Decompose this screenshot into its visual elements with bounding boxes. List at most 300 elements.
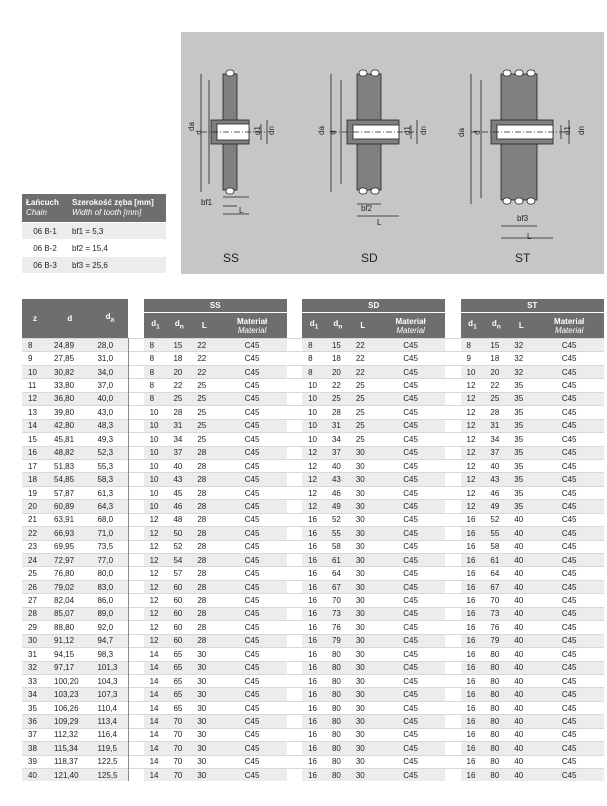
gap-cell: [128, 674, 143, 687]
group-sd: SD: [302, 299, 445, 313]
ss-l-cell: 25: [191, 433, 217, 446]
da-cell: 48,3: [91, 419, 128, 432]
z-cell: 32: [22, 661, 48, 674]
sd-dn-cell: 28: [326, 406, 350, 419]
da-cell: 40,0: [91, 392, 128, 405]
gap-cell: [445, 701, 460, 714]
sd-dn-cell: 18: [326, 352, 350, 365]
ss-d1-cell: 12: [144, 527, 168, 540]
sd-d-label: d: [328, 130, 338, 135]
st-col-d1: [461, 313, 485, 339]
st-material-cell: C45: [534, 728, 604, 741]
ss-material-cell: C45: [217, 406, 287, 419]
col-da: [91, 299, 128, 339]
d-cell: 66,93: [48, 527, 91, 540]
table-row: [22, 352, 604, 365]
ss-col-material: [217, 313, 287, 339]
d-cell: 121,40: [48, 769, 91, 782]
sd-l-cell: 30: [350, 500, 376, 513]
st-d1-cell: 8: [461, 339, 485, 352]
sd-l-cell: 30: [350, 674, 376, 687]
sd-dn-cell: 64: [326, 567, 350, 580]
sd-dn-cell: 58: [326, 540, 350, 553]
ss-d1-cell: 8: [144, 352, 168, 365]
sd-d1-cell: 12: [302, 473, 326, 486]
sd-l-cell: 22: [350, 352, 376, 365]
ss-d1-cell: 14: [144, 701, 168, 714]
st-d1-cell: 12: [461, 473, 485, 486]
gap-cell: [445, 769, 460, 782]
st-l-cell: 40: [508, 594, 534, 607]
sd-d1-cell: 8: [302, 352, 326, 365]
ss-dn-cell: 34: [167, 433, 191, 446]
gap-cell: [128, 459, 143, 472]
d-cell: 103,23: [48, 688, 91, 701]
sd-l-cell: 30: [350, 648, 376, 661]
st-l-cell: 35: [508, 459, 534, 472]
table-row: [22, 701, 604, 714]
gap-cell: [287, 742, 302, 755]
gap-cell: [128, 634, 143, 647]
st-d1-cell: 12: [461, 392, 485, 405]
ss-material-cell: C45: [217, 621, 287, 634]
st-material-cell: C45: [534, 621, 604, 634]
ss-d1-main: d: [151, 319, 157, 329]
gap-cell: [287, 580, 302, 593]
chain-header-en: Chain: [26, 208, 47, 217]
ss-d1-cell: 14: [144, 688, 168, 701]
gap-cell: [128, 513, 143, 526]
d-cell: 42,80: [48, 419, 91, 432]
gap-cell: [287, 634, 302, 647]
ss-d1-cell: 14: [144, 661, 168, 674]
table-row: [22, 419, 604, 432]
sd-material-cell: C45: [376, 446, 445, 459]
z-cell: 35: [22, 701, 48, 714]
gap-cell: [445, 567, 460, 580]
sd-dn-cell: 80: [326, 769, 350, 782]
sd-d1-cell: 16: [302, 634, 326, 647]
ss-material-cell: C45: [217, 742, 287, 755]
sd-dn-cell: 25: [326, 392, 350, 405]
st-l-cell: 40: [508, 634, 534, 647]
z-cell: 9: [22, 352, 48, 365]
sd-bf2-label: bf2: [361, 204, 373, 213]
gap-cell: [128, 392, 143, 405]
sd-dn-cell: 80: [326, 715, 350, 728]
sd-material-cell: C45: [376, 715, 445, 728]
sd-dn-cell: 46: [326, 486, 350, 499]
ss-d1-cell: 14: [144, 755, 168, 768]
st-l-cell: 40: [508, 607, 534, 620]
ss-bf1-label: bf1: [201, 198, 213, 207]
ss-l-cell: 28: [191, 500, 217, 513]
st-material-cell: C45: [534, 352, 604, 365]
st-l-cell: 40: [508, 661, 534, 674]
st-d1-cell: 16: [461, 648, 485, 661]
gap-cell: [445, 379, 460, 392]
sd-l-cell: 30: [350, 755, 376, 768]
ss-drawing: [201, 70, 267, 214]
ss-material-cell: C45: [217, 392, 287, 405]
sd-dn-cell: 49: [326, 500, 350, 513]
d-cell: 30,82: [48, 365, 91, 378]
ss-material-cell: C45: [217, 473, 287, 486]
sd-dn-label: dn: [418, 126, 428, 135]
ss-mat-en: Material: [237, 325, 267, 335]
st-dn-cell: 80: [484, 648, 508, 661]
st-l-cell: 40: [508, 648, 534, 661]
st-dn-cell: 49: [484, 500, 508, 513]
tooth-header-en: Width of tooth [mm]: [72, 208, 142, 217]
ss-l-cell: 30: [191, 661, 217, 674]
sd-material-cell: C45: [376, 392, 445, 405]
da-cell: 86,0: [91, 594, 128, 607]
sd-l-cell: 30: [350, 527, 376, 540]
z-cell: 13: [22, 406, 48, 419]
sd-dn-cell: 80: [326, 661, 350, 674]
sd-d1-cell: 12: [302, 500, 326, 513]
gap-cell: [128, 580, 143, 593]
group-ss: SS: [144, 299, 287, 313]
gap-cell: [445, 339, 460, 352]
z-cell: 33: [22, 674, 48, 687]
ss-dn-cell: 37: [167, 446, 191, 459]
gap-cell: [445, 527, 460, 540]
ss-material-cell: C45: [217, 500, 287, 513]
da-cell: 101,3: [91, 661, 128, 674]
gap-cell: [128, 540, 143, 553]
ss-d1-cell: 10: [144, 406, 168, 419]
sd-l-cell: 25: [350, 392, 376, 405]
gap-cell: [287, 513, 302, 526]
sd-dn-cell: 80: [326, 701, 350, 714]
gap-cell: [445, 688, 460, 701]
sd-d1-cell: 10: [302, 392, 326, 405]
ss-l-cell: 30: [191, 648, 217, 661]
st-material-cell: C45: [534, 540, 604, 553]
ss-material-cell: C45: [217, 352, 287, 365]
sd-d1-cell: 8: [302, 365, 326, 378]
st-material-cell: C45: [534, 459, 604, 472]
sd-dn-cell: 40: [326, 459, 350, 472]
group-st: ST: [461, 299, 604, 313]
ss-d1-cell: 10: [144, 500, 168, 513]
st-dn-cell: 18: [484, 352, 508, 365]
ss-d1-cell: 12: [144, 567, 168, 580]
sd-d1-cell: 16: [302, 527, 326, 540]
da-cell: 122,5: [91, 755, 128, 768]
st-dn-cell: 37: [484, 446, 508, 459]
z-cell: 16: [22, 446, 48, 459]
ss-material-cell: C45: [217, 607, 287, 620]
ss-d1-cell: 12: [144, 607, 168, 620]
st-l-cell: 35: [508, 486, 534, 499]
sd-d1-cell: 16: [302, 769, 326, 782]
sd-dn-main: d: [333, 319, 339, 329]
ss-dn-cell: 31: [167, 419, 191, 432]
ss-l-label: L: [239, 206, 244, 215]
ss-dn-cell: 22: [167, 379, 191, 392]
d-cell: 97,17: [48, 661, 91, 674]
gap-cell: [445, 621, 460, 634]
st-material-cell: C45: [534, 634, 604, 647]
ss-dn-label: dn: [266, 126, 276, 135]
sd-l-cell: 30: [350, 701, 376, 714]
da-cell: 55,3: [91, 459, 128, 472]
st-dn-cell: 31: [484, 419, 508, 432]
gap-cell: [445, 459, 460, 472]
table-row: [22, 769, 604, 782]
gap-cell: [287, 594, 302, 607]
ss-l-cell: 25: [191, 419, 217, 432]
ss-material-cell: C45: [217, 540, 287, 553]
st-d1-cell: 16: [461, 513, 485, 526]
st-d1-main: d: [468, 319, 474, 329]
d-cell: 51,83: [48, 459, 91, 472]
st-d1-cell: 10: [461, 365, 485, 378]
ss-dn-cell: 48: [167, 513, 191, 526]
ss-d1-cell: 12: [144, 621, 168, 634]
z-cell: 36: [22, 715, 48, 728]
gap-cell: [445, 540, 460, 553]
sd-dn-cell: 15: [326, 339, 350, 352]
sd-l-cell: 30: [350, 486, 376, 499]
gap-cell: [287, 648, 302, 661]
st-l-cell: 35: [508, 392, 534, 405]
st-l-cell: 40: [508, 540, 534, 553]
ss-l-cell: 28: [191, 513, 217, 526]
ss-d1-cell: 10: [144, 473, 168, 486]
sd-l-cell: 30: [350, 567, 376, 580]
sd-dn-cell: 80: [326, 728, 350, 741]
sd-d1-cell: 16: [302, 594, 326, 607]
ss-l-cell: 28: [191, 594, 217, 607]
sd-drawing: [328, 70, 417, 216]
sd-d1-cell: 12: [302, 446, 326, 459]
st-dn-cell: 67: [484, 580, 508, 593]
ss-material-cell: C45: [217, 419, 287, 432]
table-row: [22, 446, 604, 459]
sd-l-cell: 30: [350, 459, 376, 472]
z-cell: 20: [22, 500, 48, 513]
sd-dn-cell: 80: [326, 688, 350, 701]
gap-cell: [287, 365, 302, 378]
st-d1-cell: 16: [461, 621, 485, 634]
chain-row: [22, 223, 166, 240]
gap-cell: [128, 339, 143, 352]
ss-l-cell: 28: [191, 554, 217, 567]
st-dn-cell: 25: [484, 392, 508, 405]
ss-l-cell: 30: [191, 742, 217, 755]
ss-d-label: d: [194, 130, 204, 135]
table-row: [22, 728, 604, 741]
sd-d1-cell: 16: [302, 580, 326, 593]
da-cell: 37,0: [91, 379, 128, 392]
sd-mat-pl: Materiał: [395, 316, 426, 326]
z-cell: 26: [22, 580, 48, 593]
st-l-cell: 40: [508, 567, 534, 580]
z-cell: 30: [22, 634, 48, 647]
gap-cell: [445, 513, 460, 526]
table-row: [22, 365, 604, 378]
ss-material-cell: C45: [217, 661, 287, 674]
ss-dn-cell: 60: [167, 607, 191, 620]
sd-l-cell: 22: [350, 365, 376, 378]
ss-label: SS: [223, 251, 240, 265]
st-dn-cell: 22: [484, 379, 508, 392]
gap-cell: [445, 446, 460, 459]
z-cell: 14: [22, 419, 48, 432]
ss-dn-cell: 54: [167, 554, 191, 567]
st-dn-cell: 55: [484, 527, 508, 540]
d-cell: 60,89: [48, 500, 91, 513]
sd-l-cell: 30: [350, 769, 376, 782]
st-l-cell: 40: [508, 621, 534, 634]
gap-cell: [445, 661, 460, 674]
ss-dn-cell: 60: [167, 634, 191, 647]
sd-dn-cell: 80: [326, 742, 350, 755]
ss-material-cell: C45: [217, 580, 287, 593]
gap-cell: [445, 755, 460, 768]
col-gap: [287, 299, 302, 339]
gap-cell: [128, 661, 143, 674]
st-l-cell: 40: [508, 688, 534, 701]
ss-material-cell: C45: [217, 648, 287, 661]
gap-cell: [287, 527, 302, 540]
d-cell: 100,20: [48, 674, 91, 687]
ss-l-cell: 28: [191, 473, 217, 486]
chain-table-header: [22, 194, 166, 223]
st-d1-cell: 12: [461, 419, 485, 432]
st-d1-cell: 16: [461, 540, 485, 553]
sd-l-cell: 30: [350, 540, 376, 553]
sprocket-drawings: [181, 32, 604, 274]
sd-material-cell: C45: [376, 621, 445, 634]
gap-cell: [128, 500, 143, 513]
sd-d1-cell: 16: [302, 688, 326, 701]
gap-cell: [445, 742, 460, 755]
st-material-cell: C45: [534, 701, 604, 714]
ss-material-cell: C45: [217, 446, 287, 459]
ss-dn-cell: 65: [167, 701, 191, 714]
ss-material-cell: C45: [217, 554, 287, 567]
sprocket-drawings-panel: [181, 32, 604, 274]
sd-dn-cell: 61: [326, 554, 350, 567]
tooth-header-pl: Szerokość zęba [mm]: [72, 198, 154, 207]
gap-cell: [128, 648, 143, 661]
sd-d1-cell: 16: [302, 701, 326, 714]
d-cell: 36,80: [48, 392, 91, 405]
ss-dn-cell: 70: [167, 742, 191, 755]
col-gap: [445, 299, 460, 339]
ss-dn-cell: 18: [167, 352, 191, 365]
ss-d1-cell: 12: [144, 580, 168, 593]
st-d1-cell: 12: [461, 446, 485, 459]
st-d1-cell: 9: [461, 352, 485, 365]
ss-dn-cell: 65: [167, 674, 191, 687]
st-drawing: [471, 70, 569, 238]
st-material-cell: C45: [534, 419, 604, 432]
sd-l-cell: 30: [350, 728, 376, 741]
sd-col-material: [376, 313, 445, 339]
da-cell: 116,4: [91, 728, 128, 741]
gap-cell: [128, 567, 143, 580]
ss-dn-cell: 60: [167, 621, 191, 634]
gap-cell: [287, 688, 302, 701]
ss-dn-cell: 40: [167, 459, 191, 472]
z-cell: 23: [22, 540, 48, 553]
sd-d1-cell: 16: [302, 540, 326, 553]
st-label: ST: [515, 251, 531, 265]
sd-d1-cell: 16: [302, 742, 326, 755]
sd-d1-cell: 16: [302, 661, 326, 674]
sd-d1-cell: 10: [302, 419, 326, 432]
st-mat-en: Material: [554, 325, 584, 335]
sd-dn-cell: 31: [326, 419, 350, 432]
sd-l-cell: 22: [350, 339, 376, 352]
sd-d1-cell: 12: [302, 459, 326, 472]
st-dn-cell: 34: [484, 433, 508, 446]
sd-d1-sub: 1: [314, 323, 319, 331]
st-dn-cell: 70: [484, 594, 508, 607]
d-cell: 39,80: [48, 406, 91, 419]
gap-cell: [128, 728, 143, 741]
sd-l-cell: 25: [350, 379, 376, 392]
z-cell: 22: [22, 527, 48, 540]
chain-cell: 06 B-3: [22, 257, 68, 274]
sd-mat-en: Material: [396, 325, 425, 335]
d-cell: 112,32: [48, 728, 91, 741]
ss-d1-cell: 8: [144, 379, 168, 392]
st-mat-pl: Materiał: [554, 316, 585, 326]
gap-cell: [445, 352, 460, 365]
st-d1-cell: 16: [461, 769, 485, 782]
d-cell: 57,87: [48, 486, 91, 499]
gap-cell: [287, 540, 302, 553]
table-row: [22, 594, 604, 607]
st-l-cell: 40: [508, 755, 534, 768]
gap-cell: [445, 473, 460, 486]
gap-cell: [445, 406, 460, 419]
ss-material-cell: C45: [217, 674, 287, 687]
sd-material-cell: C45: [376, 742, 445, 755]
gap-cell: [128, 352, 143, 365]
ss-d1-cell: 8: [144, 392, 168, 405]
sd-d1-cell: 16: [302, 674, 326, 687]
gap-cell: [445, 607, 460, 620]
gap-cell: [287, 339, 302, 352]
st-d1-cell: 16: [461, 567, 485, 580]
sd-material-cell: C45: [376, 554, 445, 567]
st-material-cell: C45: [534, 392, 604, 405]
st-material-cell: C45: [534, 648, 604, 661]
sd-l-cell: 30: [350, 621, 376, 634]
sd-d1-cell: 16: [302, 715, 326, 728]
gap-cell: [445, 554, 460, 567]
z-cell: 21: [22, 513, 48, 526]
da-cell: 64,3: [91, 500, 128, 513]
ss-l-cell: 25: [191, 406, 217, 419]
sd-l-label: L: [377, 218, 382, 227]
col-z: z: [22, 299, 48, 339]
d-cell: 85,07: [48, 607, 91, 620]
sd-dn-cell: 80: [326, 674, 350, 687]
ss-dn-cell: 60: [167, 580, 191, 593]
st-dn-cell: 80: [484, 661, 508, 674]
table-row: [22, 674, 604, 687]
gap-cell: [445, 365, 460, 378]
